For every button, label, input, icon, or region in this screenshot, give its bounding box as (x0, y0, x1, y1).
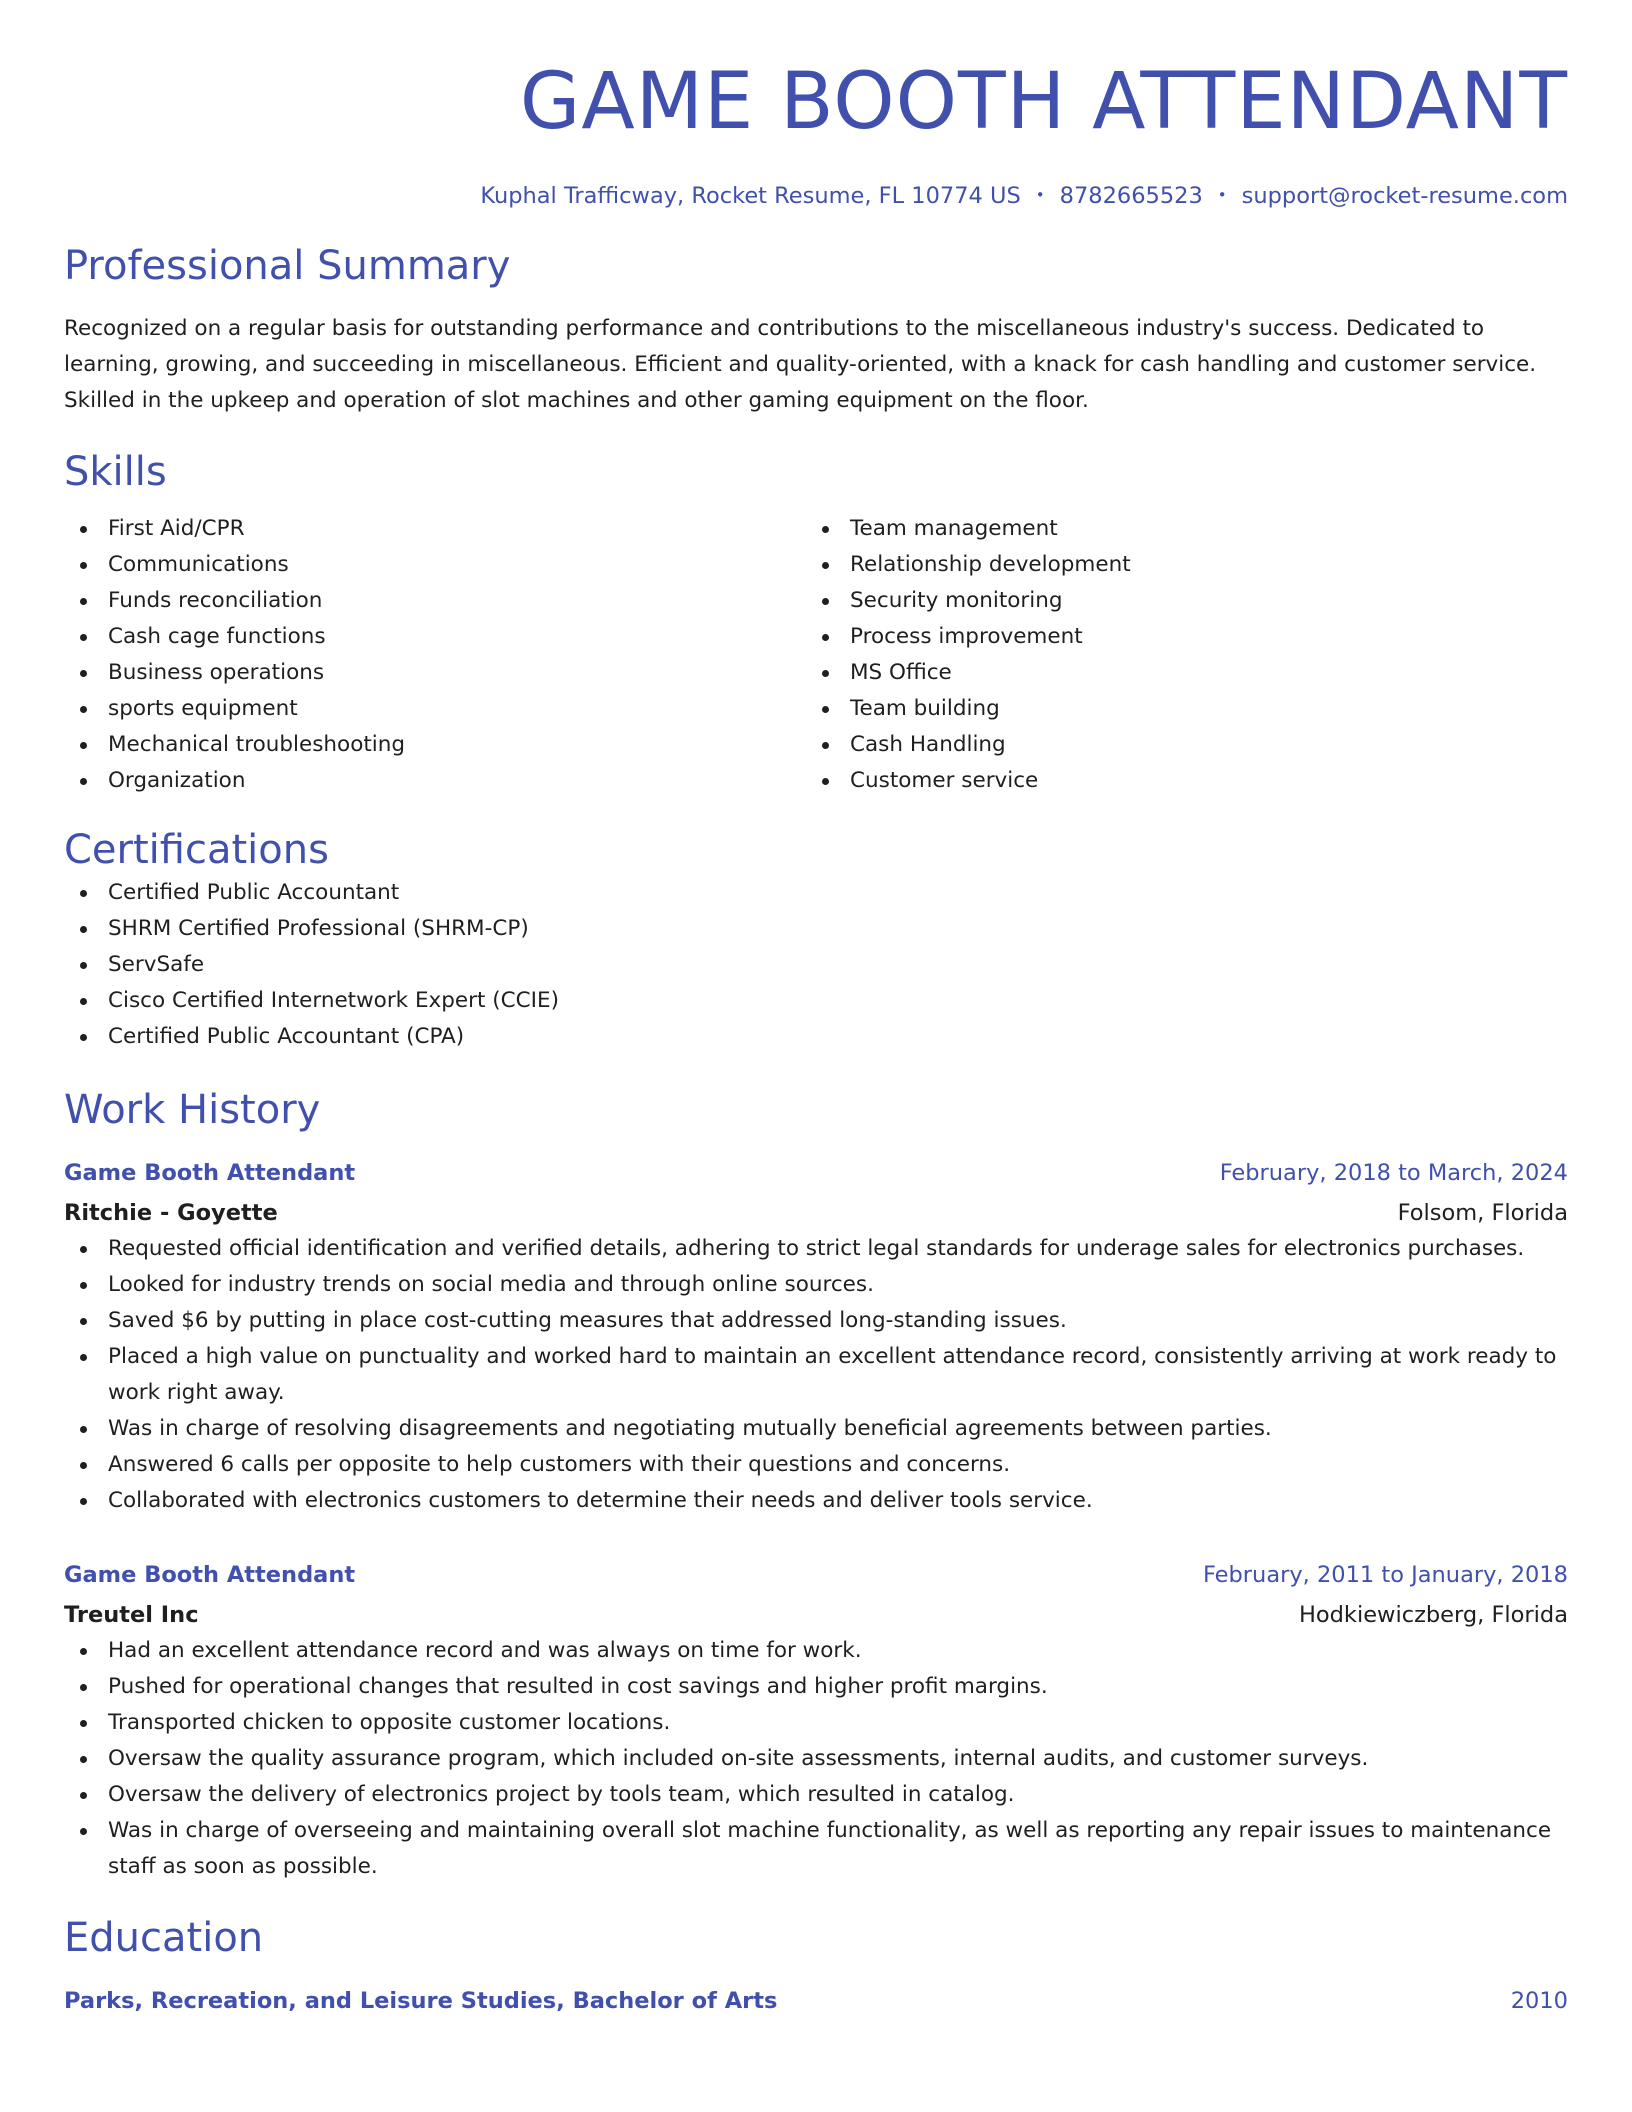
skill-item: Funds reconciliation (64, 583, 806, 619)
job-location: Hodkiewiczberg, Florida (1298, 1602, 1568, 1628)
job-bullet: Saved $6 by putting in place cost-cutting measures that addressed long-standing issues. (64, 1303, 1568, 1339)
certifications-list (64, 875, 1568, 1055)
job-bullet: Requested official identification and verified details, adhering to strict legal standards for underage sales for electronics purchases. (64, 1231, 1568, 1267)
certification-item: ServSafe (64, 947, 1568, 983)
skill-item: Communications (64, 547, 806, 583)
job-bullet: Answered 6 calls per opposite to help customers with their questions and concerns. (64, 1447, 1568, 1483)
job-bullet: Pushed for operational changes that resulted in cost savings and higher profit margins. (64, 1669, 1568, 1705)
job-company: Treutel Inc (64, 1602, 199, 1628)
job-dates: February, 2011 to January, 2018 (1202, 1562, 1568, 1588)
job-header-row (64, 1557, 1568, 1593)
job-company-row (64, 1191, 1568, 1231)
education-row (64, 1983, 1568, 2019)
job-bullet: Was in charge of resolving disagreements and negotiating mutually beneficial agreements between parties. (64, 1411, 1568, 1447)
certification-item: Certified Public Accountant (64, 875, 1568, 911)
skill-item: sports equipment (64, 691, 806, 727)
certification-item: Certified Public Accountant (CPA) (64, 1019, 1568, 1055)
skill-item: Team management (806, 511, 1548, 547)
contact-address: Kuphal Trafficway, Rocket Resume, FL 10774 US (480, 183, 1021, 209)
job-company: Ritchie - Goyette (64, 1200, 278, 1226)
skill-item: Relationship development (806, 547, 1548, 583)
skills-column-left (64, 511, 806, 799)
job-bullet-list (64, 1231, 1568, 1519)
job-bullet: Oversaw the delivery of electronics project by tools team, which resulted in catalog. (64, 1777, 1568, 1813)
skills-columns (64, 511, 1568, 799)
job-bullet: Transported chicken to opposite customer locations. (64, 1705, 1568, 1741)
certification-item: SHRM Certified Professional (SHRM-CP) (64, 911, 1568, 947)
work-history-heading: Work History (64, 1087, 321, 1133)
skill-item: Security monitoring (806, 583, 1548, 619)
contact-line (64, 180, 1568, 211)
education-year: 2010 (1510, 1988, 1568, 2014)
skill-item: First Aid/CPR (64, 511, 806, 547)
job-entry (64, 1557, 1568, 1885)
job-header-row (64, 1155, 1568, 1191)
job-bullet: Looked for industry trends on social media and through online sources. (64, 1267, 1568, 1303)
skill-item: Process improvement (806, 619, 1548, 655)
job-title: Game Booth Attendant (64, 1562, 356, 1588)
skills-column-right (806, 511, 1548, 799)
job-company-row (64, 1593, 1568, 1633)
skill-item: Cash cage functions (64, 619, 806, 655)
education-heading: Education (64, 1915, 264, 1961)
job-bullet: Collaborated with electronics customers to determine their needs and deliver tools service. (64, 1483, 1568, 1519)
summary-text: Recognized on a regular basis for outstanding performance and contributions to the miscellaneous industry's success. Dedicated to learning, growing, and succeeding in miscellaneous. Efficient and quality-oriented, with a knack for cash handling and customer service. Skilled in the upkeep and operation of slot machines and other gaming equipment on the floor. (64, 316, 1537, 413)
skill-item: Mechanical troubleshooting (64, 727, 806, 763)
job-entry (64, 1155, 1568, 1519)
certifications-heading: Certifications (64, 827, 329, 873)
job-location: Folsom, Florida (1397, 1200, 1568, 1226)
job-bullet: Had an excellent attendance record and was always on time for work. (64, 1633, 1568, 1669)
job-title: Game Booth Attendant (64, 1160, 356, 1186)
summary-heading: Professional Summary (64, 243, 511, 289)
skills-list-right (806, 511, 1548, 799)
job-bullet: Oversaw the quality assurance program, which included on-site assessments, internal audits, and customer surveys. (64, 1741, 1568, 1777)
job-bullet-list (64, 1633, 1568, 1885)
contact-separator: • (1217, 186, 1227, 204)
candidate-name: GAME BOOTH ATTENDANT (519, 57, 1568, 147)
skill-item: Team building (806, 691, 1548, 727)
skills-list-left (64, 511, 806, 799)
contact-email[interactable]: support@rocket-resume.com (1241, 183, 1568, 209)
skill-item: Business operations (64, 655, 806, 691)
job-bullet: Placed a high value on punctuality and worked hard to maintain an excellent attendance record, consistently arriving at work ready to work right away. (64, 1339, 1568, 1411)
certification-item: Cisco Certified Internetwork Expert (CCIE) (64, 983, 1568, 1019)
skill-item: Customer service (806, 763, 1548, 799)
job-dates: February, 2018 to March, 2024 (1219, 1160, 1568, 1186)
contact-phone[interactable]: 8782665523 (1059, 183, 1203, 209)
skill-item: Organization (64, 763, 806, 799)
skill-item: Cash Handling (806, 727, 1548, 763)
job-bullet: Was in charge of overseeing and maintaining overall slot machine functionality, as well as reporting any repair issues to maintenance staff as soon as possible. (64, 1813, 1568, 1885)
skills-heading: Skills (64, 449, 167, 495)
education-degree: Parks, Recreation, and Leisure Studies, Bachelor of Arts (64, 1988, 778, 2014)
contact-separator: • (1035, 186, 1045, 204)
skill-item: MS Office (806, 655, 1548, 691)
